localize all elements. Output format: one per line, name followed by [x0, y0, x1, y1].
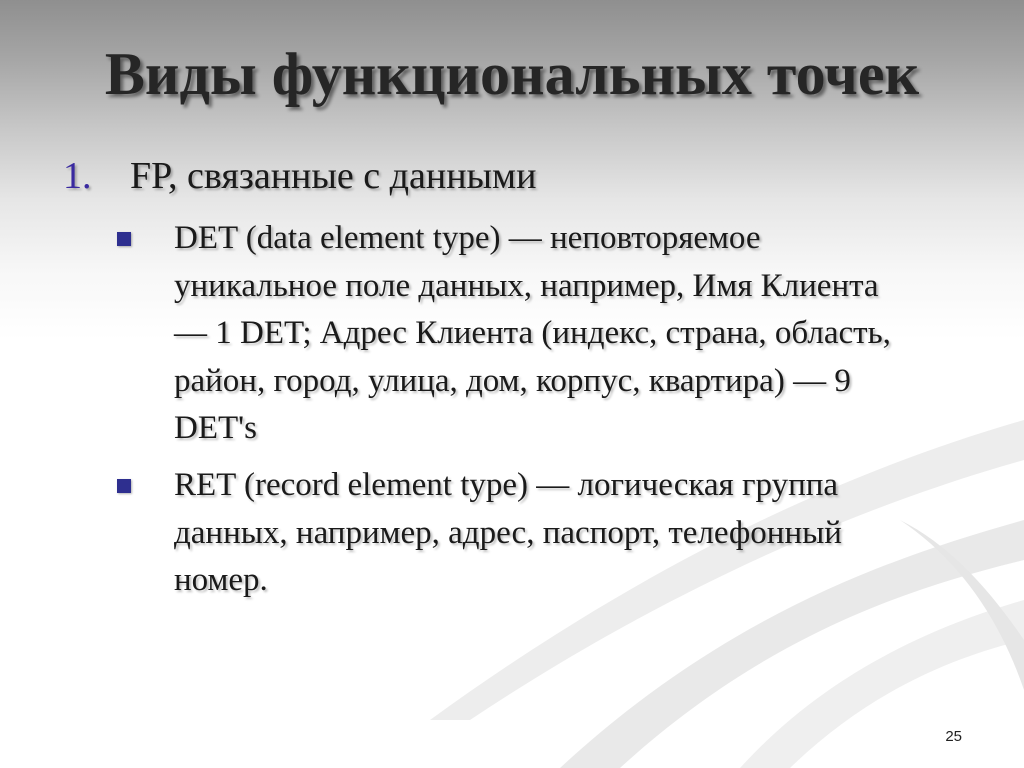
numbered-item-number: 1.	[63, 155, 92, 197]
square-bullet-icon	[117, 232, 131, 246]
numbered-item-text: FP, связанные с данными	[130, 155, 537, 197]
bullet-text-ret: RET (record element type) — логическая группа данных, например, адрес, паспорт, телефонный номер.	[174, 467, 842, 598]
slide-title: Виды функциональных точек	[104, 41, 920, 107]
bullet-text-det: DET (data element type) — неповторяемое уникальное поле данных, например, Имя Клиента — 1 DET; Адрес Клиента (индекс, страна, область, район, город, улица, дом, корпус, квартира) — 9 DET's	[174, 220, 891, 446]
bullet-item-ret	[117, 462, 917, 605]
numbered-item	[63, 154, 536, 200]
page-number: 25	[945, 728, 962, 745]
bullet-item-det	[117, 215, 917, 453]
square-bullet-icon	[117, 479, 131, 493]
